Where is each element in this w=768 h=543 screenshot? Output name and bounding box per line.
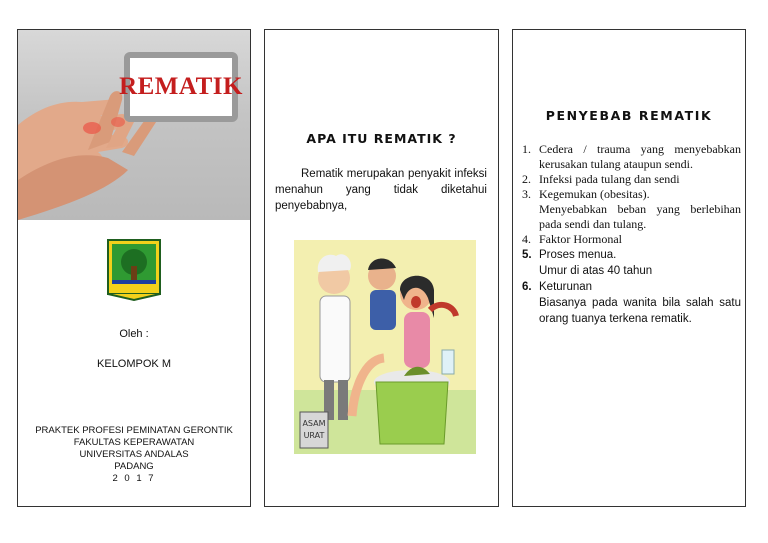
sign-text: REMATIK [119, 73, 243, 100]
university-emblem-icon [106, 236, 162, 302]
list-number: 1. [522, 142, 531, 156]
definition-body: Rematik merupakan penyakit infeksi menahun yang tidak diketahui penyebabnya, [275, 168, 487, 212]
cover-panel [17, 29, 251, 507]
institution-line: PRAKTEK PROFESI PEMINATAN GERONTIK [35, 425, 233, 436]
bag-label-top: ASAM [302, 419, 326, 428]
list-text: Infeksi pada tulang dan sendi [539, 172, 680, 186]
definition-title: APA ITU REMATIK ? [306, 131, 457, 146]
list-item [522, 232, 741, 247]
list-item [522, 247, 741, 279]
institution-line: FAKULTAS KEPERAWATAN [73, 437, 195, 448]
bag-label-bottom: URAT [303, 431, 325, 440]
list-number: 4. [522, 232, 531, 246]
definition-text [275, 166, 487, 214]
institution-year: 2 0 1 7 [112, 473, 156, 484]
by-label: Oleh : [119, 328, 149, 340]
rematik-sign [119, 52, 243, 122]
list-item [522, 142, 741, 172]
institution-block [18, 425, 250, 485]
list-number: 3. [522, 187, 531, 201]
institution-line: PADANG [114, 461, 154, 472]
institution-line: UNIVERSITAS ANDALAS [79, 449, 189, 460]
causes-panel [512, 29, 746, 507]
cover-photo [18, 30, 250, 220]
list-item [522, 187, 741, 232]
list-number: 6. [522, 281, 532, 293]
list-text: Kegemukan (obesitas). [539, 187, 650, 201]
causes-title: PENYEBAB REMATIK [545, 108, 713, 123]
list-text: Cedera / trauma yang menyebabkan kerusakan tulang ataupun sendi. [539, 142, 741, 171]
list-detail: Umur di atas 40 tahun [539, 265, 653, 277]
list-text: Keturunan [539, 281, 593, 293]
list-item [522, 279, 741, 327]
list-number: 2. [522, 172, 531, 186]
list-number: 5. [522, 249, 532, 261]
list-text: Proses menua. [539, 249, 617, 261]
causes-list [522, 142, 741, 327]
list-text: Faktor Hormonal [539, 232, 622, 246]
group-name: KELOMPOK M [97, 358, 171, 370]
list-detail: Menyebabkan beban yang berlebihan pada sendi dan tulang. [539, 202, 741, 231]
rheumatism-cartoon [294, 240, 476, 454]
list-item [522, 172, 741, 187]
definition-panel [264, 29, 499, 507]
list-detail: Biasanya pada wanita bila salah satu orang tuanya terkena rematik. [539, 297, 741, 325]
